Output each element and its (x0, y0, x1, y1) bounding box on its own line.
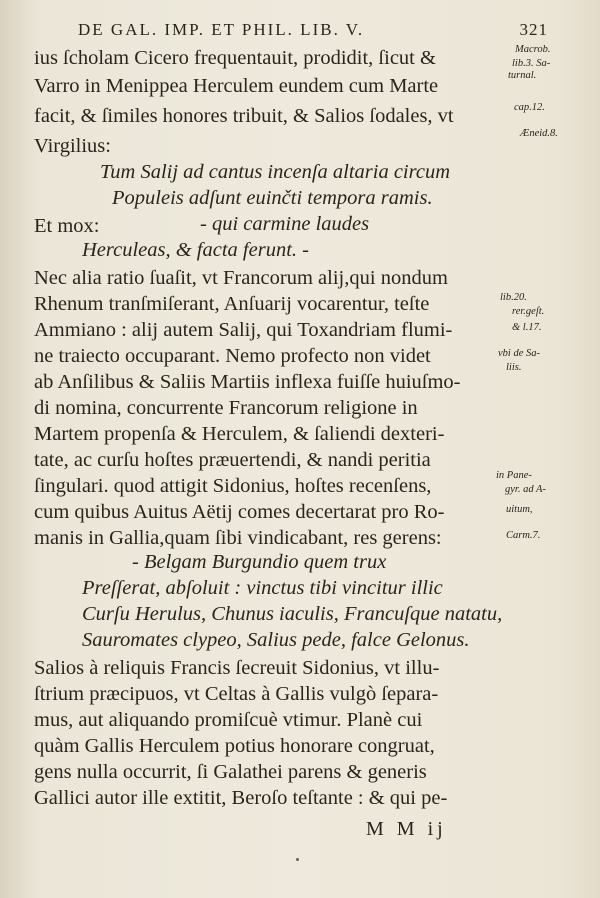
text-line: ab Anſilibus & Saliis Martiis inflexa fuiſſe huiuſmo- (34, 371, 461, 393)
text-line: Nec alia ratio ſuaſit, vt Francorum alij,qui nondum (34, 267, 448, 289)
running-title: DE GAL. IMP. ET PHIL. LIB. V. (78, 20, 365, 39)
text-line: Et mox: (34, 215, 100, 237)
text-line: Gallici autor ille extitit, Beroſo teſtante : & qui pe- (34, 787, 448, 809)
text-line: di nomina, concurrente Francorum religione in (34, 397, 418, 419)
text-line: Varro in Menippea Herculem eundem cum Marte (34, 75, 439, 97)
text-line: Salios à reliquis Francis ſecreuit Sidonius, vt illu- (34, 657, 440, 679)
margin-note: & l.17. (512, 322, 542, 333)
margin-note: liis. (506, 362, 522, 373)
verse-line: Curſu Herulus, Chunus iaculis, Francuſque natatu, (82, 603, 503, 625)
text-line: gens nulla occurrit, ſi Galathei parens & generis (34, 761, 427, 783)
verse-line: Populeis adſunt euinčti tempora ramis. (112, 187, 433, 209)
text-line: manis in Gallia,quam ſibi vindicabant, res gerens: (34, 527, 442, 549)
margin-note: Æneid.8. (520, 128, 558, 139)
page-number: 321 (519, 20, 548, 39)
text-line: Rhenum tranſmiſerant, Anſuarij vocarentur, teſte (34, 293, 430, 315)
text-line: cum quibus Auitus Aëtij comes decertarat pro Ro- (34, 501, 445, 523)
text-line: facit, & ſimiles honores tribuit, & Salios ſodales, vt (34, 105, 454, 127)
margin-note: vbi de Sa- (498, 348, 540, 359)
verse-line: Tum Salij ad cantus incenſa altaria circum (100, 161, 451, 183)
margin-note: gyr. ad A- (505, 484, 546, 495)
signature-mark: M M ij (366, 818, 447, 840)
text-line: Ammiano : alij autem Salij, qui Toxandriam flumi- (34, 319, 453, 341)
page-header (78, 20, 548, 46)
text-line: ne traiecto occuparant. Nemo profecto non videt (34, 345, 431, 367)
text-line: ius ſcholam Cicero frequentauit, prodidit, ſicut & (34, 47, 436, 69)
text-line: tate, ac curſu hoſtes præuertendi, & nandi peritia (34, 449, 431, 471)
text-line: ſtrium præcipuos, vt Celtas à Gallis vulgò ſepara- (34, 683, 439, 705)
text-line: quàm Gallis Herculem potius honorare congruat, (34, 735, 435, 757)
margin-note: in Pane- (496, 470, 532, 481)
margin-note: lib.3. Sa- (512, 58, 551, 69)
margin-note: uitum, (506, 504, 533, 515)
paper-speck (296, 858, 299, 861)
verse-line: Herculeas, & facta ferunt. - (82, 239, 309, 261)
margin-note: lib.20. (500, 292, 527, 303)
text-line: Virgilius: (34, 135, 111, 157)
margin-note: Macrob. (515, 44, 551, 55)
margin-note: rer.geſt. (512, 306, 545, 317)
margin-note: cap.12. (514, 102, 545, 113)
text-line: ſingulari. quod attigit Sidonius, hoſtes recenſens, (34, 475, 432, 497)
verse-line: - qui carmine laudes (200, 213, 370, 235)
text-line: mus, aut aliquando promiſcuè vtimur. Planè cui (34, 709, 423, 731)
verse-line: Sauromates clypeo, Salius pede, falce Gelonus. (82, 629, 470, 651)
margin-note: turnal. (508, 70, 537, 81)
text-line: Martem propenſa & Herculem, & ſaliendi dexteri- (34, 423, 445, 445)
verse-line: Preſſerat, abſoluit : vinctus tibi vincitur illic (82, 577, 443, 599)
verse-line: - Belgam Burgundio quem trux (132, 551, 387, 573)
margin-note: Carm.7. (506, 530, 541, 541)
